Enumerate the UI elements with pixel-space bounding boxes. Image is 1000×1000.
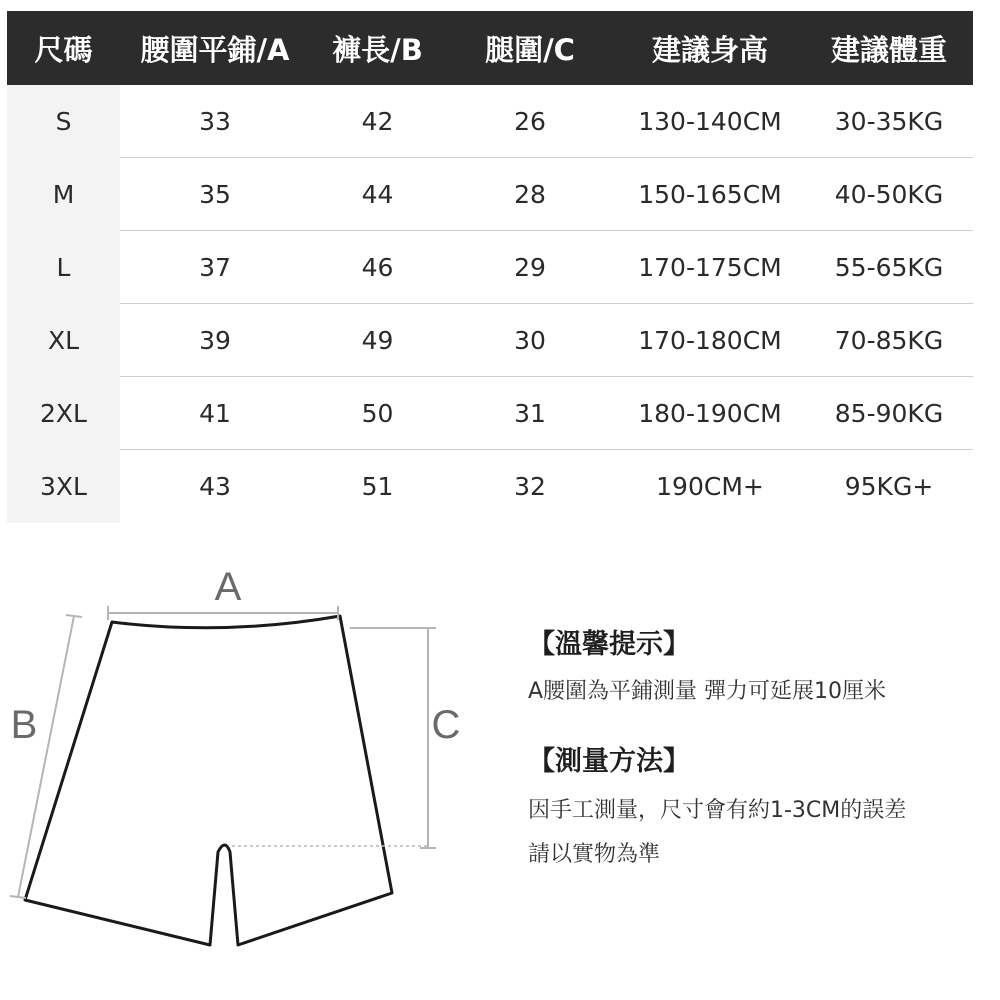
height-cell: 170-180CM [638, 326, 782, 355]
length-cell: 42 [361, 107, 394, 136]
size-cell: 3XL [7, 450, 120, 523]
header-length: 褲長/B [332, 32, 423, 67]
size-cell: XL [7, 304, 120, 377]
length-cell: 51 [361, 472, 394, 501]
warm-tip-text: A腰圍為平鋪測量 彈力可延展10厘米 [528, 679, 887, 704]
method-text-1: 因手工測量，尺寸會有約1-3CM的誤差 [528, 798, 907, 823]
weight-cell: 30-35KG [834, 107, 944, 136]
length-cell: 49 [361, 326, 394, 355]
table-row [7, 231, 973, 304]
waist-cell: 33 [199, 107, 231, 136]
header-weight: 建議體重 [830, 32, 947, 67]
table-row [7, 158, 973, 231]
thigh-cell: 32 [514, 472, 546, 501]
waist-cell: 39 [199, 326, 231, 355]
length-cell: 46 [361, 253, 394, 282]
label-b: B [10, 703, 38, 747]
thigh-cell: 30 [514, 326, 546, 355]
height-cell: 180-190CM [638, 399, 782, 428]
header-thigh: 腿圍/C [485, 32, 575, 67]
header-height: 建議身高 [651, 32, 768, 67]
table-header [7, 11, 973, 85]
thigh-cell: 28 [514, 180, 546, 209]
method-text-2: 請以實物為準 [528, 842, 661, 867]
weight-cell: 95KG+ [844, 472, 934, 501]
size-cell: M [7, 158, 120, 231]
weight-cell: 70-85KG [834, 326, 944, 355]
size-table [7, 11, 973, 523]
size-cell: 2XL [7, 377, 120, 450]
length-cell: 44 [361, 180, 394, 209]
warm-tip-title: 【溫馨提示】 [528, 629, 690, 660]
height-cell: 170-175CM [638, 253, 782, 282]
method-title: 【測量方法】 [528, 746, 690, 777]
header-size: 尺碼 [34, 32, 93, 67]
shorts-measurement-diagram [0, 540, 500, 1000]
table-row [7, 377, 973, 450]
height-cell: 150-165CM [638, 180, 782, 209]
waist-cell: 35 [199, 180, 231, 209]
waist-cell: 37 [199, 253, 231, 282]
label-a: A [214, 565, 242, 609]
length-cell: 50 [361, 399, 394, 428]
measure-line-c [232, 628, 436, 848]
weight-cell: 55-65KG [834, 253, 944, 282]
height-cell: 190CM+ [656, 472, 764, 501]
thigh-cell: 29 [514, 253, 546, 282]
table-row [7, 450, 973, 523]
waist-cell: 43 [199, 472, 231, 501]
size-cell: L [7, 231, 120, 304]
tips-panel [528, 622, 1000, 868]
weight-cell: 85-90KG [834, 399, 944, 428]
size-cell: S [7, 85, 120, 158]
height-cell: 130-140CM [638, 107, 782, 136]
shorts-outline [25, 616, 392, 945]
header-waist: 腰圍平鋪/A [140, 32, 290, 67]
thigh-cell: 31 [514, 399, 546, 428]
thigh-cell: 26 [514, 107, 546, 136]
label-c: C [431, 703, 461, 747]
weight-cell: 40-50KG [834, 180, 944, 209]
waist-cell: 41 [199, 399, 231, 428]
table-row [7, 85, 973, 158]
table-row [7, 304, 973, 377]
